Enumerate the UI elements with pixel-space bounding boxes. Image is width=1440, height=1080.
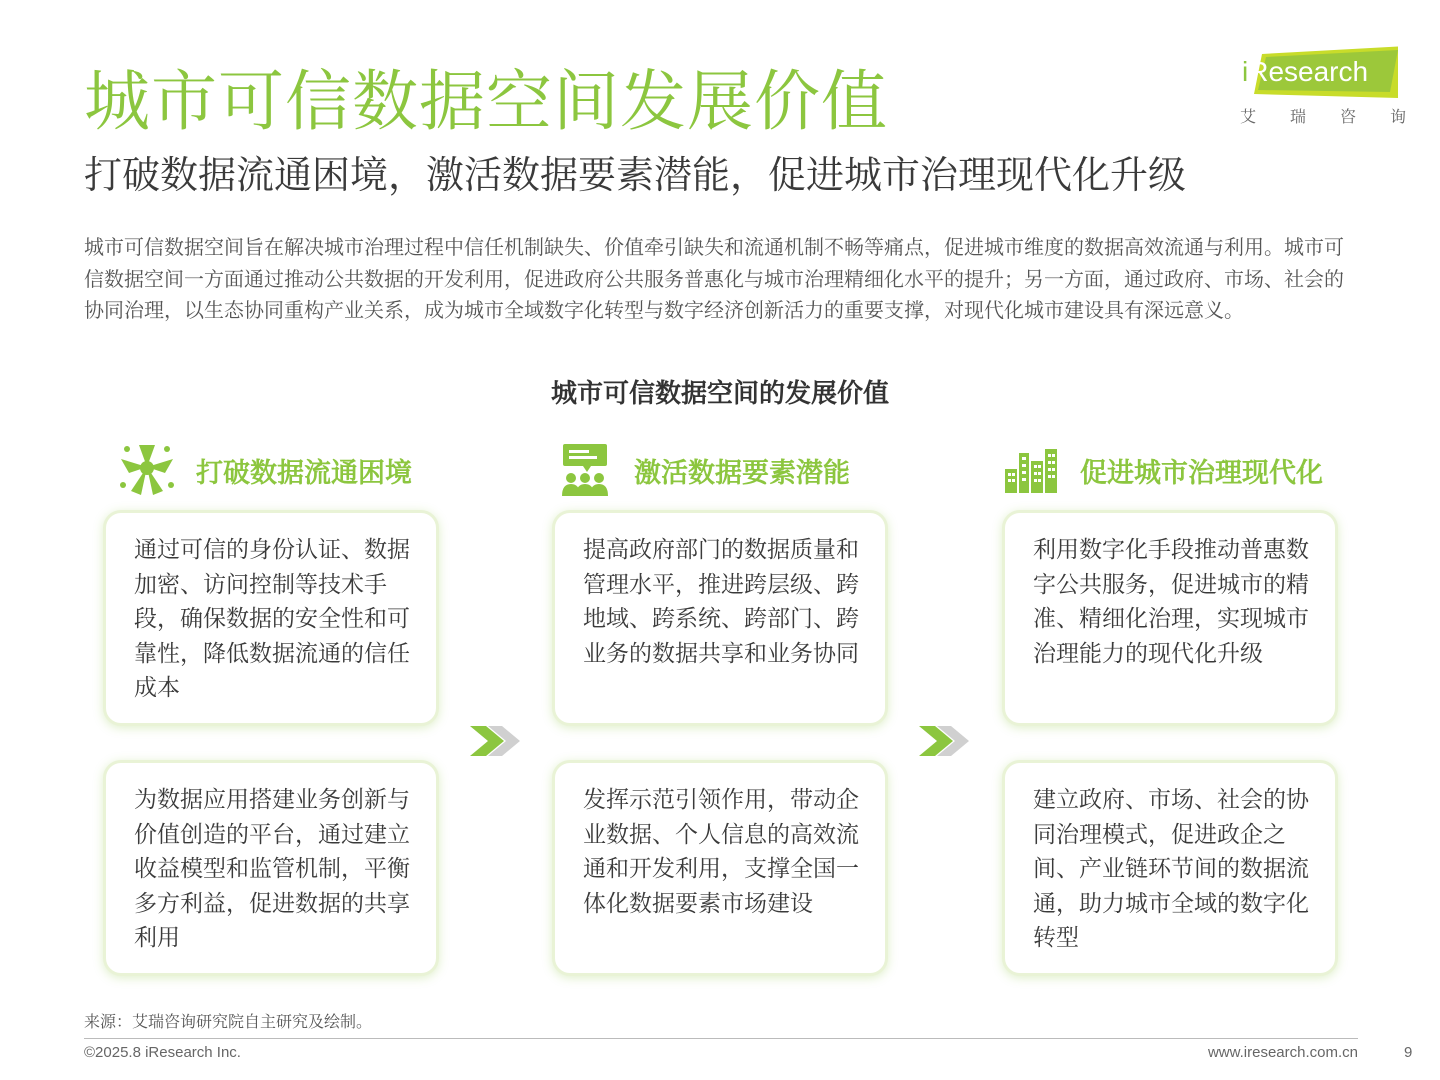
column-heading-label: 打破数据流通困境	[196, 457, 412, 489]
page-number: 9	[1404, 1044, 1413, 1061]
column-heading-1	[116, 440, 412, 500]
column-heading-label: 促进城市治理现代化	[1080, 457, 1323, 489]
copyright-text: ©2025.8 iResearch Inc.	[84, 1044, 241, 1061]
logo-wordmark	[1242, 52, 1368, 92]
logo-cn-char: 询	[1389, 107, 1406, 126]
column-heading-label: 激活数据要素潜能	[634, 457, 850, 489]
logo-chinese-name	[1240, 104, 1406, 127]
column-heading-3	[1000, 440, 1323, 500]
source-note: 来源：艾瑞咨询研究院自主研究及绘制。	[84, 1012, 373, 1031]
group-presentation-icon	[554, 440, 616, 500]
column-heading-2	[554, 440, 850, 500]
double-chevron-right-icon	[468, 724, 528, 758]
logo-cn-char: 瑞	[1289, 107, 1306, 126]
double-chevron-right-icon	[917, 724, 977, 758]
value-card: 利用数字化手段推动普惠数字公共服务，促进城市的精准、精细化治理，实现城市治理能力的现代化升级	[1002, 510, 1338, 726]
value-card: 通过可信的身份认证、数据加密、访问控制等技术手段，确保数据的安全性和可靠性，降低数据流通的信任成本	[103, 510, 439, 726]
section-title: 城市可信数据空间的发展价值	[550, 379, 889, 409]
collaboration-hands-icon	[116, 440, 178, 500]
footer-divider	[84, 1038, 1358, 1039]
website-link[interactable]: www.iresearch.com.cn	[1207, 1044, 1358, 1061]
iresearch-logo	[1236, 46, 1406, 126]
city-buildings-icon	[1000, 440, 1062, 500]
value-card: 发挥示范引领作用，带动企业数据、个人信息的高效流通和开发利用，支撑全国一体化数据要素市场建设	[552, 760, 888, 976]
logo-brand-text: Research	[1248, 56, 1369, 87]
page-title: 城市可信数据空间发展价值	[84, 63, 888, 140]
logo-cn-char: 咨	[1339, 107, 1356, 126]
value-card: 提高政府部门的数据质量和管理水平，推进跨层级、跨地域、跨系统、跨部门、跨业务的数据共享和业务协同	[552, 510, 888, 726]
page-subtitle: 打破数据流通困境，激活数据要素潜能，促进城市治理现代化升级	[84, 153, 1187, 197]
value-card: 为数据应用搭建业务创新与价值创造的平台，通过建立收益模型和监管机制，平衡多方利益，促进数据的共享利用	[103, 760, 439, 976]
logo-cn-char: 艾	[1240, 107, 1257, 126]
value-card: 建立政府、市场、社会的协同治理模式，促进政企之间、产业链环节间的数据流通，助力城市全域的数字化转型	[1002, 760, 1338, 976]
intro-paragraph: 城市可信数据空间旨在解决城市治理过程中信任机制缺失、价值牵引缺失和流通机制不畅等痛点，促进城市维度的数据高效流通与利用。城市可信数据空间一方面通过推动公共数据的开发利用，促进政府公共服务普惠化与城市治理精细化水平的提升；另一方面，通过政府、市场、社会的协同治理，以生态协同重构产业关系，成为城市全域数字化转型与数字经济创新活力的重要支撑，对现代化城市建设具有深远意义。	[84, 235, 1344, 322]
logo-i-letter: i	[1242, 56, 1249, 87]
